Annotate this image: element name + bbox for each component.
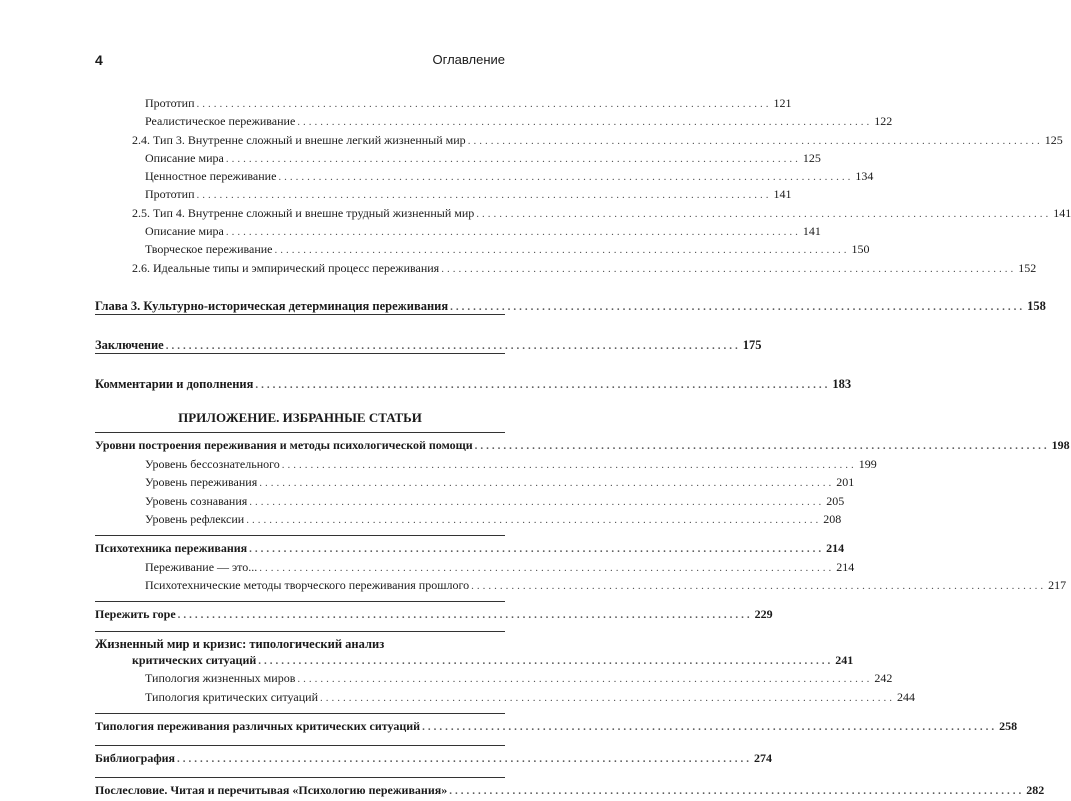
toc-entry: Психотехнические методы творческого переживания прошлого .................................................................................................... 217: [145, 578, 1067, 593]
toc-entry: Реалистическое переживание .................................................................................................... 122: [145, 114, 893, 129]
appendix-title: ПРИЛОЖЕНИЕ. ИЗБРАННЫЕ СТАТЬИ: [178, 409, 422, 425]
running-title: Оглавление: [432, 52, 505, 67]
toc-entry: 2.6. Идеальные типы и эмпирический процесс переживания .................................................................................................... 152: [132, 260, 1037, 275]
toc-entry: Прототип .................................................................................................... 141: [145, 187, 792, 202]
toc-entry: Уровень рефлексии .................................................................................................... 208: [145, 511, 842, 526]
toc-entry: Описание мира .................................................................................................... 141: [145, 224, 821, 239]
toc-comments: Комментарии и дополнения .................................................................................................... 183: [95, 376, 852, 391]
toc-entry: 2.5. Тип 4. Внутренне сложный и внешне трудный жизненный мир .................................................................................................... 141: [132, 205, 1071, 220]
toc-entry: 2.4. Тип 3. Внутренне сложный и внешне легкий жизненный мир .................................................................................................... 125: [132, 132, 1063, 147]
toc-typology: Типология переживания различных критических ситуаций .................................................................................................... 258: [95, 713, 505, 735]
toc-bibliography: Библиография .................................................................................................... 274: [95, 745, 505, 767]
toc-chapter-3: Глава 3. Культурно-историческая детерминация переживания .................................................................................................... 158: [95, 298, 1046, 313]
toc-lifeworld: Жизненный мир и кризис: типологический анализ критических ситуаций .................................................................................................... 241: [95, 631, 505, 668]
toc-entry: Переживание — это... .................................................................................................... 214: [145, 560, 855, 575]
toc-entry: Творческое переживание .................................................................................................... 150: [145, 242, 870, 257]
toc-afterword: Послесловие. Читая и перечитывая «Психологию переживания» .................................................................................................... 282: [95, 777, 505, 799]
toc-entry: Уровень сознавания .................................................................................................... 205: [145, 493, 845, 508]
toc-levels: Уровни построения переживания и методы психологической помощи .................................................................................................... 198: [95, 432, 505, 454]
toc-entry: Типология критических ситуаций .................................................................................................... 244: [145, 689, 915, 704]
toc-entry: Типология жизненных миров .................................................................................................... 242: [145, 671, 893, 686]
toc-conclusion: Заключение .................................................................................................... 175: [95, 337, 762, 352]
page-header: [95, 52, 505, 70]
toc-entry: Ценностное переживание .................................................................................................... 134: [145, 169, 874, 184]
toc-entry: Уровень бессознательного .................................................................................................... 199: [145, 456, 877, 471]
toc-grief: Пережить горе .................................................................................................... 229: [95, 601, 505, 623]
toc-entry: Прототип .................................................................................................... 121: [145, 96, 792, 110]
page-number: 4: [95, 52, 103, 68]
toc-psychotech: Психотехника переживания .................................................................................................... 214: [95, 535, 505, 557]
toc-entry: Описание мира .................................................................................................... 125: [145, 150, 821, 165]
table-of-contents: [95, 95, 1071, 801]
toc-entry: Уровень переживания .................................................................................................... 201: [145, 475, 855, 490]
